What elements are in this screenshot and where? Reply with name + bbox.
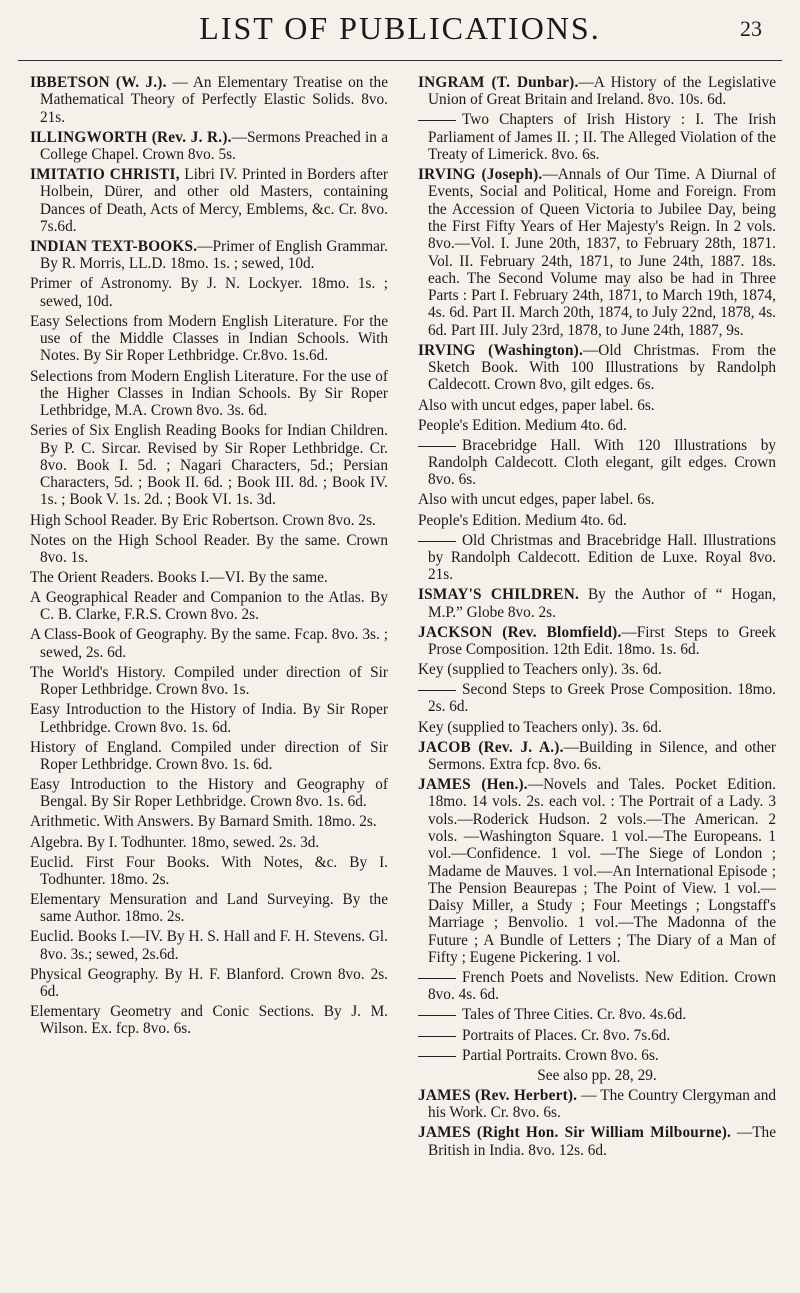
entry-text: People's Edition. Medium 4to. 6d. <box>418 511 627 529</box>
catalogue-entry <box>418 166 776 339</box>
catalogue-entry <box>418 491 776 508</box>
catalogue-entry <box>30 512 388 529</box>
catalogue-entry <box>418 1027 776 1044</box>
entry-text: Elementary Mensuration and Land Surveying. By the same Author. 18mo. 2s. <box>30 891 388 926</box>
page-header <box>0 0 800 62</box>
catalogue-entry <box>30 74 388 126</box>
entry-text: —Old Christmas. From the Sketch Book. With 100 Illustrations by Randolph Caldecott. Crown 8vo, gilt edges. 6s. <box>428 341 776 394</box>
catalogue-entry <box>418 111 776 163</box>
entry-author: ILLINGWORTH (Rev. J. R.). <box>30 128 232 146</box>
entry-text: Also with uncut edges, paper label. 6s. <box>418 491 655 509</box>
catalogue-entry <box>30 1003 388 1038</box>
entry-text: See also pp. 28, 29. <box>537 1066 657 1084</box>
catalogue-entry <box>30 813 388 830</box>
entry-author: ISMAY'S CHILDREN. <box>418 586 579 604</box>
entry-author: IMITATIO CHRISTI, <box>30 166 180 184</box>
catalogue-entry <box>30 626 388 661</box>
entry-text: French Poets and Novelists. New Edition. Crown 8vo. 4s. 6d. <box>428 969 776 1004</box>
entry-author: JAMES (Rev. Herbert). <box>418 1086 578 1104</box>
catalogue-entry <box>418 586 776 621</box>
entry-text: Two Chapters of Irish History : I. The Irish Parliament of James II. ; II. The Alleged Violation of the Treaty of Limerick. 8vo. 6s. <box>428 111 776 163</box>
page-title: LIST OF PUBLICATIONS. <box>199 10 601 46</box>
entry-text: A Class-Book of Geography. By the same. Fcap. 8vo. 3s. ; sewed, 2s. 6d. <box>30 626 388 661</box>
entry-text: Euclid. First Four Books. With Notes, &c. By I. Todhunter. 18mo. 2s. <box>30 853 388 888</box>
catalogue-entry <box>418 1124 776 1159</box>
entry-text: Physical Geography. By H. F. Blanford. Crown 8vo. 2s. 6d. <box>30 965 388 1001</box>
entry-text: —Annals of Our Time. A Diurnal of Events, Social and Political, Home and Foreign. From the Accession of Queen Victoria to Jubilee Day, being the First Fifty Years of Her Majesty's Reign. In 2 vols. 8vo.—Vol. I. June 20th, 1837, to February 28th, 1871. Vol. II. February 24th, 1871, to June 24th, 1887. 18s. each. The Second Volume may also be had in Three Parts : Part I. February 24th, 1871, to March 19th, 1874, 4s. 6d. Part II. March 20th, 1874, to July 22nd, 1878, 4s. 6d. Part III. July 23rd, 1878, to June 24th, 1887, 9s. <box>428 166 777 339</box>
entry-text: High School Reader. By Eric Robertson. Crown 8vo. 2s. <box>30 511 376 529</box>
entry-text: Series of Six English Reading Books for Indian Children. By P. C. Sircar. Revised by Sir Roper Lethbridge. Cr. 8vo. Book I. 5d. ; Nagari Characters, 5d.; Persian Characters, 5d. ; Book II. 6d. ; Book III. 8d. ; Book IV. 1s. ; Book V. 1s. 2d. ; Book VI. 1s. 3d. <box>30 422 388 509</box>
header-rule <box>18 60 782 61</box>
entry-text: History of England. Compiled under direction of Sir Roper Lethbridge. Crown 8vo. 1s. 6d. <box>30 738 388 773</box>
entry-text: — An Elementary Treatise on the Mathematical Theory of Perfectly Elastic Solids. 8vo. 21s. <box>40 74 388 126</box>
entry-text: Old Christmas and Bracebridge Hall. Illustrations by Randolph Caldecott. Edition de Luxe. Royal 8vo. 21s. <box>428 531 776 584</box>
entry-text: Notes on the High School Reader. By the same. Crown 8vo. 1s. <box>30 531 388 566</box>
entry-text: —Novels and Tales. Pocket Edition. 18mo. 14 vols. 2s. each vol. : The Portrait of a Lady. 3 vols.—Roderick Hudson. 2 vols.—The American. 2 vols. —Washington Square. 1 vol.—The Europeans. 1 vol.—Confidence. 1 vol. —The Siege of London ; Madame de Mauves. 1 vol.—An International Episode ; The Pension Beaurepas ; The Point of View. 1 vol.—Daisy Miller, a Study ; Four Meetings ; Longstaff's Marriage ; Benvolio. 1 vol.—The Madonna of the Future ; A Bundle of Letters ; The Diary of a Man of Fifty ; Eugene Pickering. 1 vol. <box>428 776 776 966</box>
entry-text: Easy Introduction to the History of India. By Sir Roper Lethbridge. Crown 8vo. 1s. 6d. <box>30 701 388 736</box>
entry-author: JACKSON (Rev. Blomfield). <box>418 623 622 641</box>
catalogue-entry <box>418 624 776 659</box>
entry-text: Bracebridge Hall. With 120 Illustrations by Randolph Caldecott. Cloth elegant, gilt edges. Crown 8vo. 6s. <box>428 436 776 489</box>
entry-text: Easy Introduction to the History and Geography of Bengal. By Sir Roper Lethbridge. Crown 8vo. 1s. 6d. <box>30 776 388 811</box>
ditto-dash <box>418 978 456 979</box>
catalogue-entry <box>418 512 776 529</box>
entry-author: IRVING (Joseph). <box>418 166 543 184</box>
entry-text: A Geographical Reader and Companion to the Atlas. By C. B. Clarke, F.R.S. Crown 8vo. 2s. <box>30 589 388 624</box>
entry-text: Partial Portraits. Crown 8vo. 6s. <box>462 1046 659 1064</box>
ditto-dash <box>418 120 456 121</box>
catalogue-entry <box>418 739 776 774</box>
ditto-dash <box>418 690 456 691</box>
entry-text: By the Author of “ Hogan, M.P.” Globe 8vo. 2s. <box>428 586 776 621</box>
entry-text: The World's History. Compiled under direction of Sir Roper Lethbridge. Crown 8vo. 1s. <box>30 663 388 699</box>
catalogue-entry <box>418 969 776 1004</box>
entry-text: The Orient Readers. Books I.—VI. By the same. <box>30 568 328 586</box>
entry-text: —Primer of English Grammar. By R. Morris, LL.D. 18mo. 1s. ; sewed, 10d. <box>40 238 388 273</box>
catalogue-entry <box>30 313 388 365</box>
catalogue-entry <box>418 437 776 489</box>
entry-author: IRVING (Washington). <box>418 341 583 359</box>
catalogue-entry <box>30 966 388 1001</box>
catalogue-entry <box>30 129 388 164</box>
catalogue-entry <box>418 532 776 584</box>
catalogue-entry <box>418 342 776 394</box>
entry-text: People's Edition. Medium 4to. 6d. <box>418 416 627 434</box>
right-column <box>418 74 776 1162</box>
catalogue-entry <box>418 681 776 716</box>
catalogue-entry <box>30 569 388 586</box>
catalogue-entry <box>30 739 388 774</box>
ditto-dash <box>418 1036 456 1037</box>
entry-text: Key (supplied to Teachers only). 3s. 6d. <box>418 661 662 679</box>
catalogue-entry <box>30 776 388 811</box>
entry-text: Easy Selections from Modern English Literature. For the use of the Middle Classes in Indian Schools. With Notes. By Sir Roper Lethbridge. Cr.8vo. 1s.6d. <box>30 312 388 365</box>
page-number: 23 <box>740 16 762 41</box>
catalogue-entry <box>418 1006 776 1023</box>
catalogue-entry <box>418 74 776 109</box>
catalogue-entry <box>30 275 388 310</box>
entry-author: JAMES (Right Hon. Sir William Milbourne). <box>418 1124 732 1142</box>
catalogue-entry <box>418 661 776 678</box>
entry-text: Primer of Astronomy. By J. N. Lockyer. 18mo. 1s. ; sewed, 10d. <box>30 275 388 310</box>
catalogue-entry <box>30 589 388 624</box>
catalogue-entry <box>30 701 388 736</box>
entry-text: Libri IV. Printed in Borders after Holbein, Dürer, and other old Masters, containing Dances of Death, Acts of Mercy, Emblems, &c. Cr. 8vo. 7s.6d. <box>40 166 388 235</box>
catalogue-entry <box>418 776 776 966</box>
entry-text: Key (supplied to Teachers only). 3s. 6d. <box>418 718 662 736</box>
catalogue-entry <box>30 238 388 273</box>
catalogue-entry <box>418 397 776 414</box>
entry-text: Selections from Modern English Literature. For the use of the Higher Classes in Indian Schools. By Sir Roper Lethbridge, M.A. Crown 8vo. 3s. 6d. <box>30 367 388 420</box>
entry-text: Algebra. By I. Todhunter. 18mo, sewed. 2s. 3d. <box>30 833 320 851</box>
catalogue-entry <box>30 368 388 420</box>
entry-text: Elementary Geometry and Conic Sections. By J. M. Wilson. Ex. fcp. 8vo. 6s. <box>30 1003 388 1038</box>
entry-text: Euclid. Books I.—IV. By H. S. Hall and F. H. Stevens. Gl. 8vo. 3s.; sewed, 2s.6d. <box>30 928 388 963</box>
catalogue-entry <box>30 166 388 235</box>
catalogue-entry <box>418 417 776 434</box>
entry-text: Second Steps to Greek Prose Composition. 18mo. 2s. 6d. <box>428 681 776 716</box>
entry-text: Tales of Three Cities. Cr. 8vo. 4s.6d. <box>462 1006 687 1024</box>
catalogue-entry <box>418 719 776 736</box>
catalogue-entry <box>30 422 388 508</box>
catalogue-entry <box>30 532 388 567</box>
ditto-dash <box>418 1056 456 1057</box>
catalogue-entry <box>418 1047 776 1064</box>
catalogue-entry <box>30 891 388 926</box>
catalogue-entry <box>30 834 388 851</box>
entry-author: JAMES (Hen.). <box>418 776 528 794</box>
catalogue-entry <box>30 928 388 963</box>
entry-text: —Sermons Preached in a College Chapel. Crown 8vo. 5s. <box>40 128 388 163</box>
left-column <box>30 74 388 1041</box>
entry-text: Portraits of Places. Cr. 8vo. 7s.6d. <box>462 1026 671 1044</box>
entry-text: —First Steps to Greek Prose Composition. 12th Edit. 18mo. 1s. 6d. <box>428 623 776 658</box>
catalogue-entry <box>418 1067 776 1084</box>
entry-author: INGRAM (T. Dunbar). <box>418 74 579 91</box>
entry-author: IBBETSON (W. J.). <box>30 74 167 91</box>
entry-text: Also with uncut edges, paper label. 6s. <box>418 396 655 414</box>
catalogue-entry <box>30 664 388 699</box>
entry-author: JACOB (Rev. J. A.). <box>418 738 564 756</box>
ditto-dash <box>418 541 456 542</box>
catalogue-entry <box>30 854 388 889</box>
ditto-dash <box>418 446 456 447</box>
entry-text: —Building in Silence, and other Sermons. Extra fcp. 8vo. 6s. <box>428 738 776 773</box>
catalogue-entry <box>418 1087 776 1122</box>
entry-text: —The British in India. 8vo. 12s. 6d. <box>428 1124 776 1159</box>
ditto-dash <box>418 1015 456 1016</box>
entry-author: INDIAN TEXT-BOOKS. <box>30 238 198 256</box>
entry-text: — The Country Clergyman and his Work. Cr. 8vo. 6s. <box>428 1086 777 1122</box>
entry-text: —A History of the Legislative Union of Great Britain and Ireland. 8vo. 10s. 6d. <box>428 74 776 109</box>
entry-text: Arithmetic. With Answers. By Barnard Smith. 18mo. 2s. <box>30 813 377 831</box>
